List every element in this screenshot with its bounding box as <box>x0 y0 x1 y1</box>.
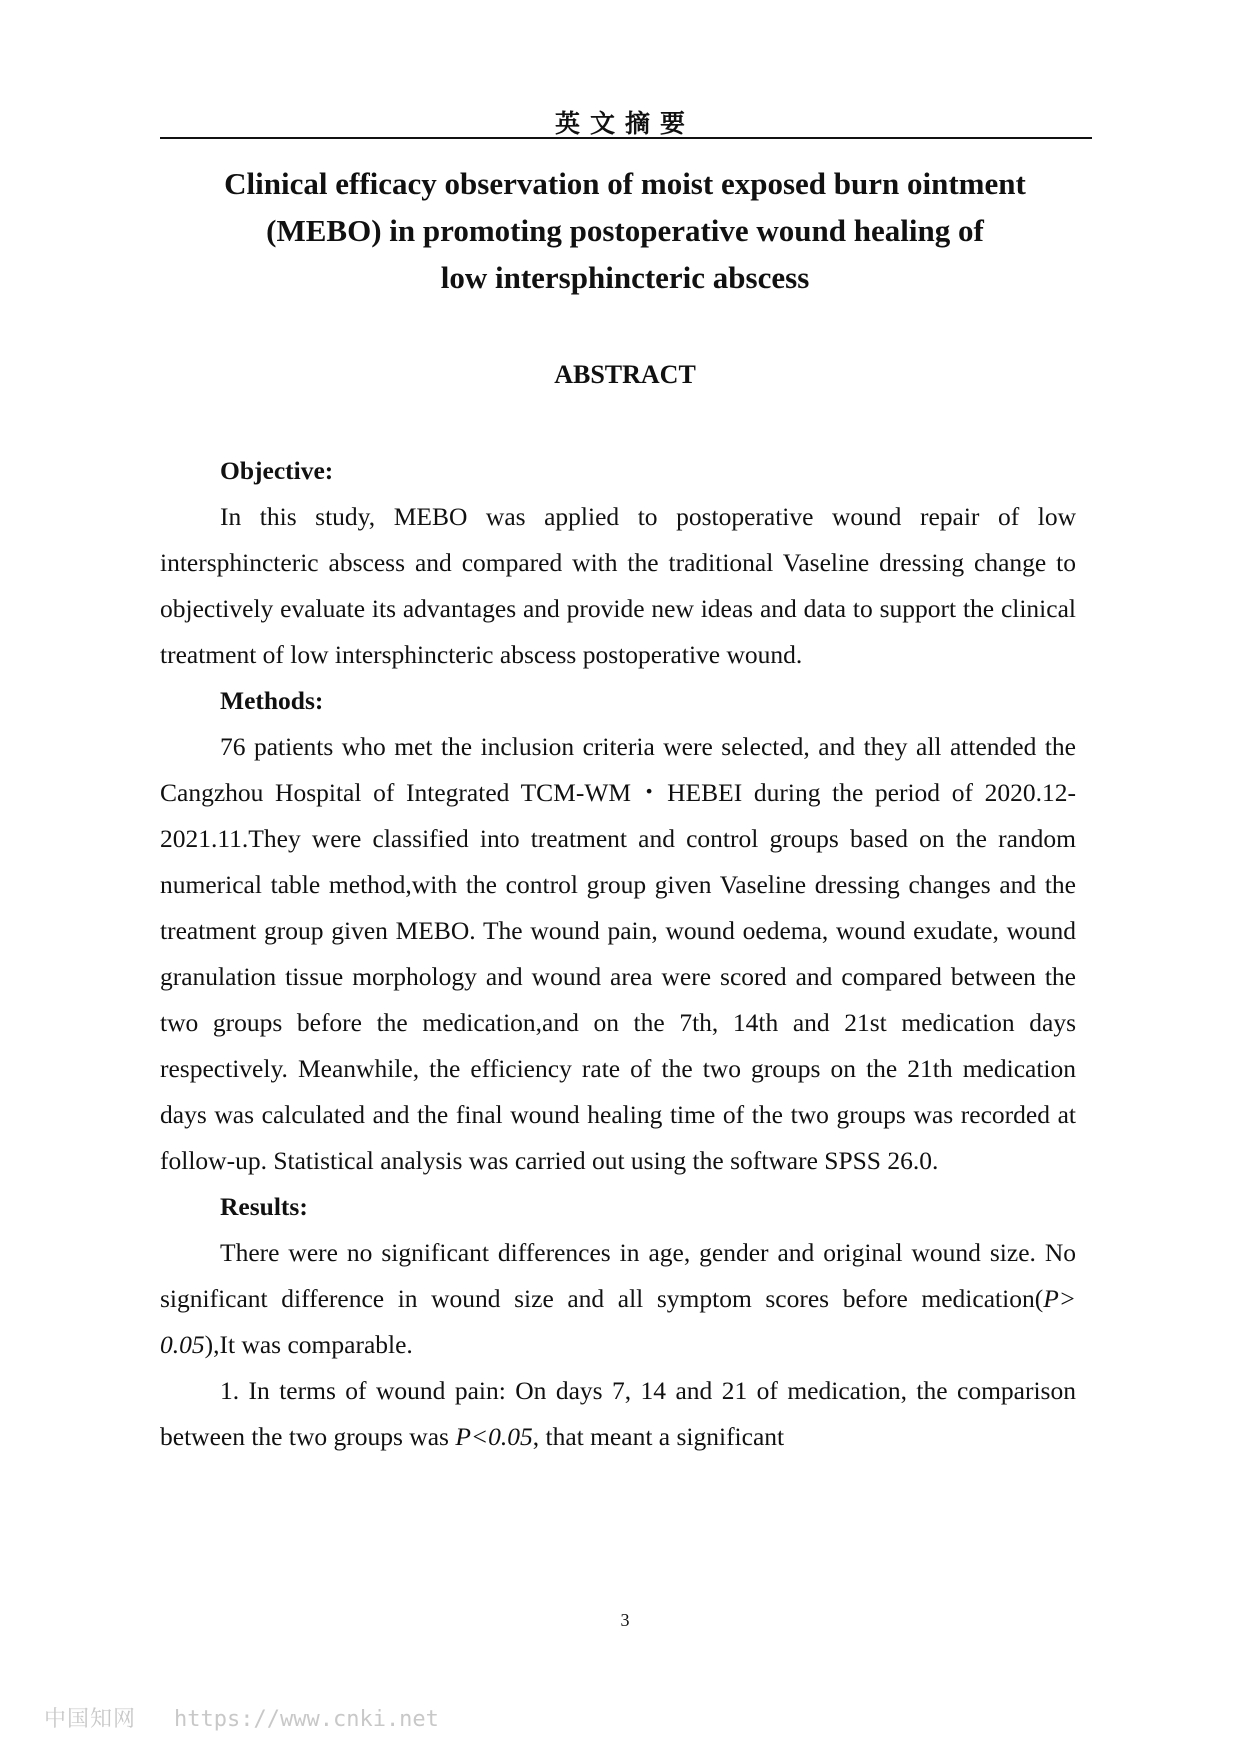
item1-text-after: , that meant a significant <box>532 1422 785 1451</box>
watermark-brand: 中国知网 <box>44 1707 137 1732</box>
watermark-url: https://www.cnki.net <box>174 1707 439 1732</box>
results-item-1 <box>160 1368 1076 1460</box>
title-line-3: low intersphincteric abscess <box>440 260 810 295</box>
results-label: Results: <box>220 1192 308 1221</box>
cnki-watermark <box>44 1702 439 1733</box>
abstract-body <box>160 448 1076 1460</box>
running-header: 英文摘要 <box>554 109 695 138</box>
p-value-2: P<0.05 <box>455 1422 533 1451</box>
page-number: 3 <box>620 1610 630 1630</box>
results-paragraph <box>160 1230 1076 1368</box>
title-line-1: Clinical efficacy observation of moist exposed burn ointment <box>224 166 1026 201</box>
objective-paragraph: In this study, MEBO was applied to postoperative wound repair of low intersphincteric abscess and compared with the traditional Vaseline dressing change to objectively evaluate its advantages and provide new ideas and data to support the clinical treatment of low intersphincteric abscess postoperative wound. <box>160 502 1076 669</box>
header-rule <box>160 137 1092 139</box>
abstract-heading: ABSTRACT <box>554 360 696 389</box>
title-line-2: (MEBO) in promoting postoperative wound healing of <box>266 213 984 248</box>
results-text-after: ),It was comparable. <box>204 1330 413 1359</box>
objective-label: Objective: <box>220 456 334 485</box>
item1-text-before: 1. In terms of wound pain: On days 7, 14 and 21 of medication, the comparison between the two groups was <box>160 1376 1076 1451</box>
methods-label: Methods: <box>220 686 324 715</box>
results-text-before: There were no significant differences in age, gender and original wound size. No significant difference in wound size and all symptom scores before medication( <box>160 1238 1076 1313</box>
paper-title <box>160 160 1090 301</box>
methods-paragraph: 76 patients who met the inclusion criteria were selected, and they all attended the Cangzhou Hospital of Integrated TCM-WM・HEBEI during the period of 2020.12-2021.11.They were classified into treatment and control groups based on the random numerical table method,with the control group given Vaseline dressing changes and the treatment group given MEBO. The wound pain, wound oedema, wound exudate, wound granulation tissue morphology and wound area were scored and compared between the two groups before the medication,and on the 7th, 14th and 21st medication days respectively. Meanwhile, the efficiency rate of the two groups on the 21th medication days was calculated and the final wound healing time of the two groups was recorded at follow-up. Statistical analysis was carried out using the software SPSS 26.0. <box>160 732 1076 1175</box>
p-value-1: P> 0.05 <box>160 1284 1076 1359</box>
